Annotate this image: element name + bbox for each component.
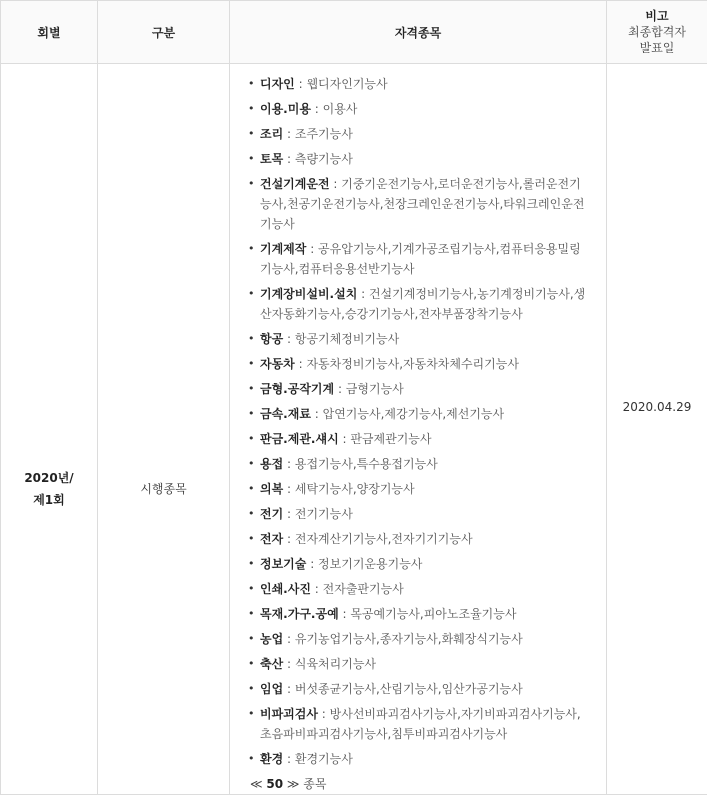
item-category: 비파괴검사: [260, 707, 318, 721]
list-item: [248, 174, 590, 234]
list-item: [248, 504, 590, 524]
item-detail: : 환경기능사: [283, 752, 353, 766]
item-category: 농업: [260, 632, 284, 646]
header-round: 회별: [1, 1, 98, 64]
bullet-icon: •: [248, 152, 255, 165]
bullet-icon: •: [248, 682, 255, 695]
bullet-icon: •: [248, 607, 255, 620]
list-item: [248, 329, 590, 349]
item-category: 항공: [260, 332, 284, 346]
item-category: 목재.가구.공예: [260, 607, 339, 621]
item-category: 조리: [260, 127, 284, 141]
list-item: [248, 679, 590, 699]
list-item: [248, 479, 590, 499]
item-detail: : 공유압기능사,기계가공조립기능사,컴퓨터응용밀링기능사,컴퓨터응용선반기능사: [260, 242, 581, 276]
item-detail: : 전자계산기기능사,전자기기기능사: [283, 532, 473, 546]
list-item: [248, 99, 590, 119]
item-detail: : 건설기계정비기능사,농기계정비기능사,생산자동화기능사,승강기기능사,전자부품장착기능사: [260, 287, 586, 321]
bullet-icon: •: [248, 632, 255, 645]
bullet-icon: •: [248, 177, 255, 190]
list-item: [248, 354, 590, 374]
date-cell: 2020.04.29: [607, 64, 707, 795]
round-cell: [1, 64, 98, 795]
bullet-icon: •: [248, 407, 255, 420]
item-detail: : 전자출판기능사: [310, 582, 404, 596]
item-category: 토목: [260, 152, 284, 166]
round-line2: 제1회: [33, 492, 65, 507]
item-detail: : 목공예기능사,피아노조율기능사: [338, 607, 517, 621]
list-item: [248, 629, 590, 649]
total-open: ≪: [250, 777, 267, 791]
bullet-icon: •: [248, 332, 255, 345]
bullet-icon: •: [248, 287, 255, 300]
list-item: [248, 239, 590, 279]
item-detail: : 방사선비파괴검사기능사,자기비파괴검사기능사,초음파비파괴검사기능사,침투비파괴검사기능사: [260, 707, 581, 741]
bullet-icon: •: [248, 752, 255, 765]
list-item: [248, 429, 590, 449]
qualification-list: [248, 74, 590, 769]
item-detail: : 정보기기운용기능사: [306, 557, 423, 571]
item-category: 금속.재료: [260, 407, 311, 421]
item-detail: : 유기농업기능사,종자기능사,화훼장식기능사: [283, 632, 523, 646]
item-category: 판금.제관.섀시: [260, 432, 339, 446]
bullet-icon: •: [248, 102, 255, 115]
item-detail: : 측량기능사: [283, 152, 353, 166]
bullet-icon: •: [248, 242, 255, 255]
bullet-icon: •: [248, 557, 255, 570]
item-detail: : 전기기능사: [283, 507, 353, 521]
item-detail: : 용접기능사,특수용접기능사: [283, 457, 438, 471]
item-detail: : 버섯종균기능사,산림기능사,임산가공기능사: [283, 682, 523, 696]
total-number: 50: [266, 777, 284, 791]
list-item: [248, 554, 590, 574]
list-item: [248, 654, 590, 674]
list-item: [248, 529, 590, 549]
header-note-sub2: 발표일: [639, 41, 675, 55]
item-category: 전기: [260, 507, 284, 521]
item-category: 의복: [260, 482, 284, 496]
bullet-icon: •: [248, 357, 255, 370]
item-category: 이용.미용: [260, 102, 311, 116]
bullet-icon: •: [248, 582, 255, 595]
item-detail: : 식육처리기능사: [283, 657, 377, 671]
table-row: [1, 64, 707, 795]
type-cell: 시행종목: [98, 64, 230, 795]
header-qualification: 자격종목: [230, 1, 607, 64]
item-category: 자동차: [260, 357, 295, 371]
bullet-icon: •: [248, 482, 255, 495]
item-detail: : 기중기운전기능사,로더운전기능사,롤러운전기능사,천공기운전기능사,천장크레인운전기능사,타워크레인운전기능사: [260, 177, 585, 231]
header-note: [607, 1, 707, 64]
item-category: 정보기술: [260, 557, 307, 571]
bullet-icon: •: [248, 707, 255, 720]
item-category: 기계제작: [260, 242, 307, 256]
total-close: ≫ 종목: [283, 777, 327, 791]
item-detail: : 웹디자인기능사: [294, 77, 388, 91]
header-note-title: 비고: [645, 9, 669, 23]
item-detail: : 자동차정비기능사,자동차차체수리기능사: [294, 357, 519, 371]
item-category: 임업: [260, 682, 284, 696]
round-line1: 2020년/: [24, 470, 74, 485]
item-detail: : 세탁기능사,양장기능사: [283, 482, 415, 496]
item-category: 전자: [260, 532, 284, 546]
list-item: [248, 604, 590, 624]
list-item: [248, 579, 590, 599]
item-category: 환경: [260, 752, 284, 766]
item-detail: : 항공기체정비기능사: [283, 332, 400, 346]
item-category: 디자인: [260, 77, 295, 91]
item-detail: : 금형기능사: [334, 382, 404, 396]
bullet-icon: •: [248, 507, 255, 520]
list-item: [248, 149, 590, 169]
bullet-icon: •: [248, 457, 255, 470]
header-type: 구분: [98, 1, 230, 64]
item-category: 금형.공작기계: [260, 382, 335, 396]
table-header-row: [1, 1, 707, 64]
list-item: [248, 704, 590, 744]
item-category: 기계장비설비.설치: [260, 287, 358, 301]
bullet-icon: •: [248, 382, 255, 395]
list-item: [248, 454, 590, 474]
item-category: 축산: [260, 657, 284, 671]
item-detail: : 이용사: [310, 102, 358, 116]
item-detail: : 조주기능사: [283, 127, 353, 141]
list-item: [248, 74, 590, 94]
item-category: 용접: [260, 457, 284, 471]
list-item: [248, 404, 590, 424]
header-note-sub1: 최종합격자: [628, 25, 686, 39]
item-detail: : 압연기능사,제강기능사,제선기능사: [310, 407, 505, 421]
list-item: [248, 284, 590, 324]
total-count: [248, 774, 590, 794]
bullet-icon: •: [248, 432, 255, 445]
item-category: 건설기계운전: [260, 177, 330, 191]
bullet-icon: •: [248, 127, 255, 140]
bullet-icon: •: [248, 657, 255, 670]
item-detail: : 판금제관기능사: [338, 432, 432, 446]
bullet-icon: •: [248, 77, 255, 90]
item-category: 인쇄.사진: [260, 582, 311, 596]
qualification-cell: [230, 64, 607, 795]
list-item: [248, 749, 590, 769]
list-item: [248, 379, 590, 399]
bullet-icon: •: [248, 532, 255, 545]
list-item: [248, 124, 590, 144]
